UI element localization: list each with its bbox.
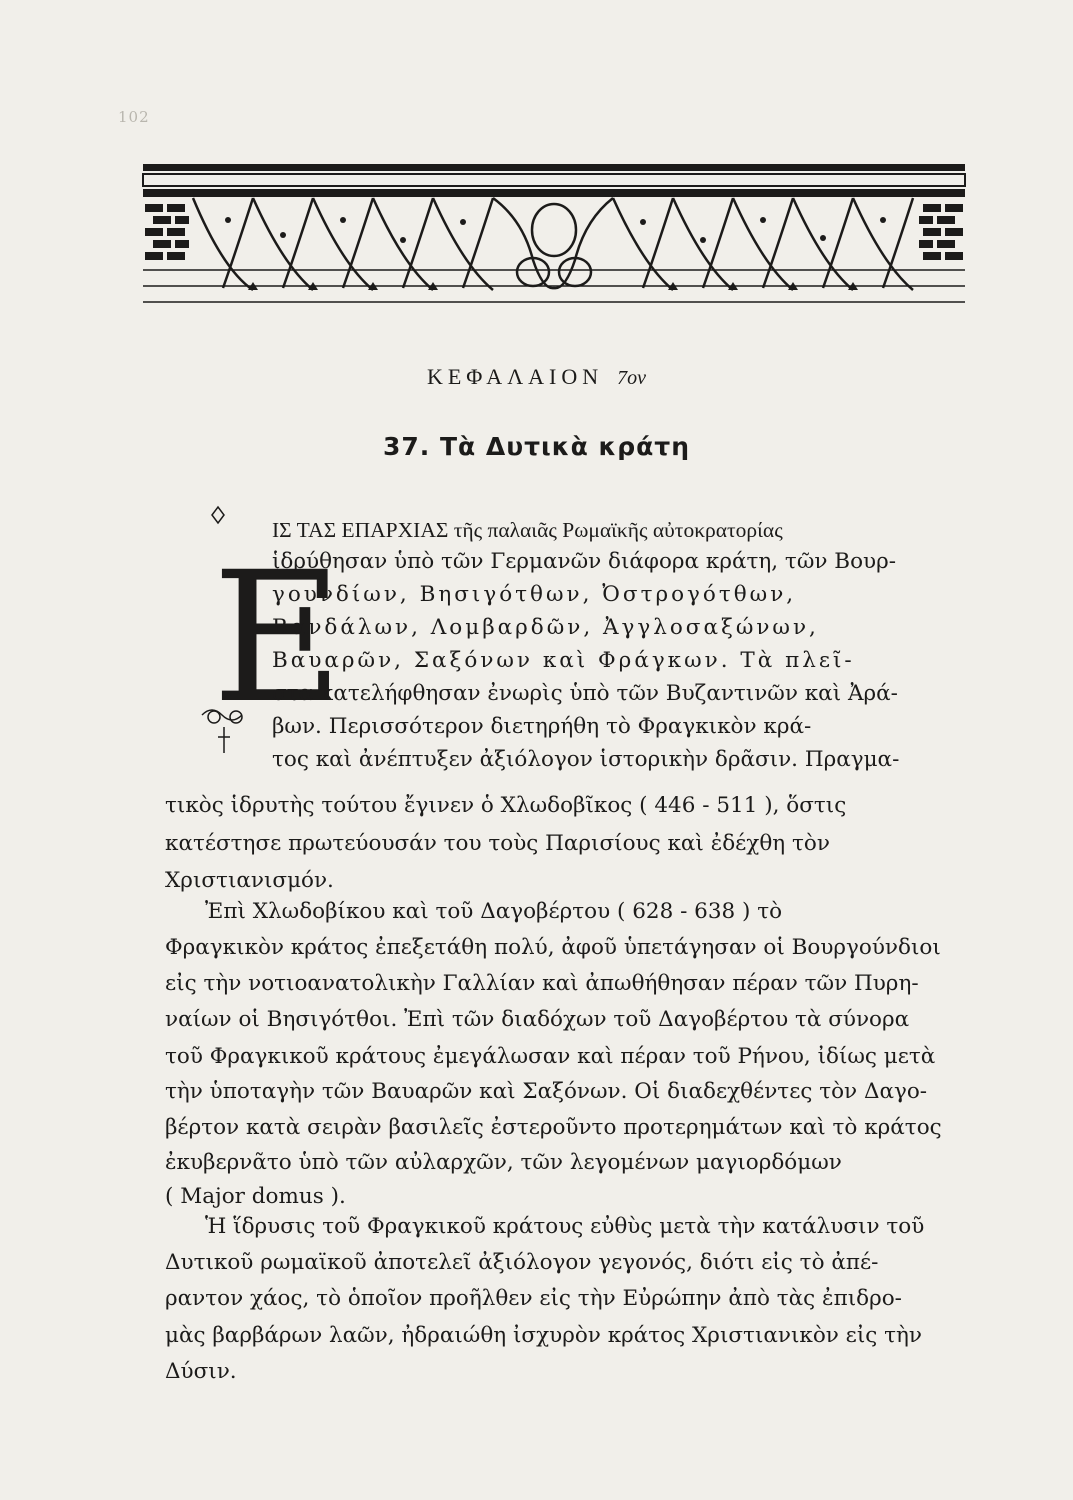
text-line: ΙΣ ΤΑΣ ΕΠΑΡΧΙΑΣ τῆς παλαιᾶς Ρωμαϊκῆς αὐτοκρατορίας: [272, 518, 783, 542]
text-line: ραντον χάος, τὸ ὁποῖον προῆλθεν εἰς τὴν Εὐρώπην ἀπὸ τὰς ἐπιδρο-: [165, 1286, 902, 1311]
text-line: Δύσιν.: [165, 1359, 237, 1384]
text-line: βέρτον κατὰ σειρὰν βασιλεῖς ἐστεροῦντο προτερημάτων καὶ τὸ κράτος: [165, 1115, 942, 1140]
text-line: ( Major domus ).: [165, 1184, 346, 1209]
text-line: ἱδρύθησαν ὑπὸ τῶν Γερμανῶν διάφορα κράτη, τῶν Βουρ-: [272, 549, 896, 574]
section-title: 37. Τὰ Δυτικὰ κράτη: [382, 432, 691, 461]
text-line: Χριστιανισμόν.: [165, 868, 334, 893]
text-line: Ἐπὶ Χλωδοβίκου καὶ τοῦ Δαγοβέρτου ( 628 - 638 ) τὸ: [205, 899, 783, 924]
text-line: Βαυαρῶν, Σαξόνων καὶ Φράγκων. Τὰ πλεῖ-: [272, 648, 855, 673]
text-line: τος καὶ ἀνέπτυξεν ἀξιόλογον ἱστορικὴν δρᾶσιν. Πραγμα-: [272, 747, 900, 772]
chapter-number: 7ον: [617, 367, 647, 389]
dropcap-letter: Ε: [212, 534, 344, 743]
page-number: 102: [118, 108, 150, 126]
drapery-ornament-headpiece: [143, 160, 965, 306]
text-line: εἰς τὴν νοτιοανατολικὴν Γαλλίαν καὶ ἀπωθήθησαν πέραν τῶν Πυρη-: [165, 971, 919, 996]
dropcap-ornament: [190, 505, 344, 755]
chapter-label: ΚΕΦΑΛΑΙΟΝ: [426, 364, 604, 389]
text-line: τικὸς ἱδρυτὴς τούτου ἔγινεν ὁ Χλωδοβῖκος ( 446 - 511 ), ὅστις: [165, 793, 847, 818]
text-line: ναίων οἱ Βησιγότθοι. Ἐπὶ τῶν διαδόχων τοῦ Δαγοβέρτου τὰ σύνορα: [165, 1007, 910, 1032]
text-line: κατέστησε πρωτεύουσάν του τοὺς Παρισίους καὶ ἐδέχθη τὸν: [165, 831, 830, 856]
chapter-heading: [0, 364, 1073, 390]
text-line: βων. Περισσότερον διετηρήθη τὸ Φραγκικὸν κρά-: [272, 714, 812, 739]
text-line: στα κατελήφθησαν ἐνωρὶς ὑπὸ τῶν Βυζαντινῶν καὶ Ἀρά-: [272, 681, 898, 706]
text-line: ἐκυβερνᾶτο ὑπὸ τῶν αὐλαρχῶν, τῶν λεγομένων μαγιορδόμων: [165, 1150, 842, 1175]
text-line: Ἡ ἵδρυσις τοῦ Φραγκικοῦ κράτους εὐθὺς μετὰ τὴν κατάλυσιν τοῦ: [205, 1214, 925, 1239]
text-line: γουνδίων, Βησιγότθων, Ὀστρογότθων,: [272, 582, 797, 607]
text-line: μὰς βαρβάρων λαῶν, ἠδραιώθη ἰσχυρὸν κράτος Χριστιανικὸν εἰς τὴν: [165, 1323, 922, 1348]
text-line: Βανδάλων, Λομβαρδῶν, Ἀγγλοσαξώνων,: [272, 615, 819, 640]
text-line: τὴν ὑποταγὴν τῶν Βαυαρῶν καὶ Σαξόνων. Οἱ διαδεχθέντες τὸν Δαγο-: [165, 1079, 928, 1104]
text-line: τοῦ Φραγκικοῦ κράτους ἐμεγάλωσαν καὶ πέραν τοῦ Ρήνου, ἰδίως μετὰ: [165, 1044, 936, 1069]
text-line: Δυτικοῦ ρωμαϊκοῦ ἀποτελεῖ ἀξιόλογον γεγονός, διότι εἰς τὸ ἀπέ-: [165, 1250, 879, 1275]
text-line: Φραγκικὸν κράτος ἐπεξετάθη πολύ, ἀφοῦ ὑπετάγησαν οἱ Βουργούνδιοι: [165, 935, 941, 960]
